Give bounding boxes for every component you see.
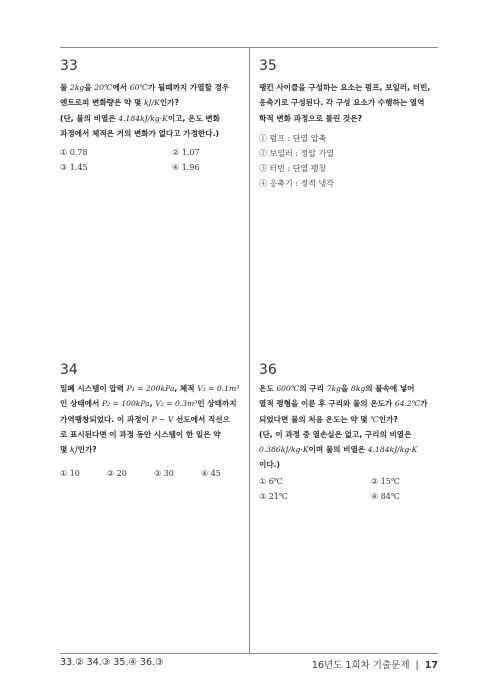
math-expression: kJ — [69, 445, 78, 455]
math-expression: 600℃ — [276, 384, 300, 393]
option-3[interactable]: ③ 21℃ — [259, 492, 288, 501]
stem-text: 에서 — [112, 83, 130, 92]
stem-text: 응축기로 구성된다. 각 구성 요소가 수행하는 열역 — [259, 98, 425, 108]
stem-line — [60, 412, 245, 427]
stem-line — [259, 427, 444, 442]
question-stem — [60, 381, 245, 457]
question-number: 33 — [60, 58, 78, 74]
option-3[interactable]: ③ 30 — [154, 469, 174, 478]
stem-line — [60, 95, 245, 110]
stem-line — [259, 396, 444, 411]
question-number: 36 — [259, 362, 277, 378]
math-expression: 4.184kJ/kg·K — [367, 445, 418, 455]
stem-line — [60, 126, 245, 141]
stem-text: 의 물속에 넣어 — [365, 384, 415, 393]
option-1[interactable]: ① 10 — [60, 469, 80, 478]
stem-line — [259, 457, 444, 472]
stem-line — [60, 111, 245, 126]
stem-text: 가 — [420, 399, 428, 409]
stem-text: 열적 평형을 이룬 후 구리와 물의 온도가 — [259, 399, 395, 409]
option-1[interactable]: ① 6℃ — [259, 477, 283, 486]
option-1[interactable]: ① 0.78 — [60, 148, 88, 157]
option-2[interactable]: ② 보일러 : 정압 가열 — [259, 149, 334, 158]
stem-text: 가역팽창되었다. 이 과정이 — [60, 414, 152, 424]
math-expression: P₁ = 200kPa — [126, 384, 175, 393]
stem-text: 로 표시된다면 이 과정 동안 시스템이 한 일은 약 — [60, 429, 221, 439]
math-expression: 8kg — [350, 384, 366, 393]
column-divider — [249, 48, 250, 653]
stem-text: 의 구리 — [299, 384, 327, 393]
math-expression: 2kg — [69, 83, 85, 92]
stem-line — [60, 427, 245, 442]
option-1[interactable]: ① 펌프 : 단열 압축 — [259, 134, 327, 143]
stem-line — [259, 80, 444, 95]
stem-text: 몇 — [60, 445, 70, 455]
stem-text: 인가? — [378, 414, 398, 424]
option-3[interactable]: ③ 1.45 — [60, 163, 88, 172]
math-expression: V₁ = 0.1m³ — [197, 384, 240, 393]
stem-text: (단, 물의 비열은 — [60, 113, 119, 123]
option-3[interactable]: ③ 터빈 : 단열 팽창 — [259, 164, 327, 173]
math-expression: 20℃ — [94, 83, 113, 92]
exam-label: 16년도 1회차 기출문제 — [311, 660, 410, 671]
stem-text: (단, 이 과정 중 열손실은 없고, 구리의 비열은 — [259, 429, 412, 439]
question-number: 34 — [60, 362, 78, 378]
stem-line — [60, 442, 245, 457]
math-expression: 60℃ — [129, 83, 148, 92]
stem-line — [60, 396, 245, 411]
stem-text: 가 될때까지 가열할 경우 — [147, 83, 230, 92]
page-number: 17 — [424, 660, 438, 671]
stem-line — [60, 381, 245, 396]
stem-text: 온도 — [259, 384, 277, 393]
math-expression: 64.2℃ — [394, 399, 421, 409]
stem-text: 이다.) — [259, 460, 281, 470]
math-expression: 0.386kJ/kg·K — [259, 445, 309, 455]
math-expression: kJ/K — [143, 98, 160, 108]
answer-key: 33.② 34.③ 35.④ 36.③ — [60, 657, 164, 668]
stem-text: 물 — [60, 83, 70, 92]
question-stem — [259, 381, 444, 473]
math-expression: V₂ = 0.3m³ — [155, 399, 198, 409]
stem-line — [259, 111, 444, 126]
option-4[interactable]: ④ 84℃ — [371, 492, 400, 501]
stem-text: 이며 물의 비열은 — [308, 445, 368, 455]
math-expression: P₂ = 100kPa — [101, 399, 150, 409]
stem-text: 이고, 온도 변화 — [167, 113, 220, 123]
option-4[interactable]: ④ 45 — [201, 469, 221, 478]
stem-line — [259, 412, 444, 427]
stem-text: 엔트로피 변화량은 약 몇 — [60, 98, 144, 108]
footer-separator: | — [415, 660, 419, 671]
stem-line — [60, 80, 245, 95]
question-stem — [60, 80, 245, 141]
stem-text: , — [149, 399, 156, 409]
stem-text: 을 — [340, 384, 351, 393]
stem-text: 랭킨 사이클을 구성하는 요소는 펌프, 보일러, 터빈, — [259, 83, 431, 92]
option-2[interactable]: ② 1.07 — [172, 148, 200, 157]
stem-text: 선도에서 직선으 — [173, 414, 230, 424]
stem-text: 과정에서 체적은 거의 변화가 없다고 가정한다.) — [60, 128, 219, 138]
math-expression: P − V — [151, 414, 174, 424]
stem-text: 인가? — [77, 445, 97, 455]
question-number: 35 — [259, 58, 277, 74]
option-2[interactable]: ② 20 — [107, 469, 127, 478]
stem-text: 되었다면 물의 처음 온도는 약 몇 — [259, 414, 371, 424]
stem-text: 을 — [84, 83, 95, 92]
option-4[interactable]: ④ 응축기 : 정적 냉각 — [259, 179, 334, 188]
stem-line — [259, 95, 444, 110]
stem-text: 인 상태에서 — [60, 399, 102, 409]
math-expression: ℃ — [370, 414, 379, 424]
question-stem — [259, 80, 444, 126]
stem-text: 밀폐 시스템이 압력 — [60, 384, 127, 393]
stem-text: , 체적 — [174, 384, 198, 393]
exam-title — [312, 657, 438, 671]
stem-text: 인가? — [159, 98, 179, 108]
math-expression: 4.184kJ/kg·K — [118, 113, 168, 123]
option-2[interactable]: ② 15℃ — [371, 477, 400, 486]
option-4[interactable]: ④ 1.96 — [172, 163, 200, 172]
math-expression: 7kg — [326, 384, 341, 393]
stem-line — [259, 442, 444, 457]
stem-line — [259, 381, 444, 396]
bottom-rule — [60, 653, 438, 654]
stem-text: 인 상태까지 — [197, 399, 237, 409]
stem-text: 학적 변화 과정으로 틀린 것은? — [259, 113, 363, 123]
